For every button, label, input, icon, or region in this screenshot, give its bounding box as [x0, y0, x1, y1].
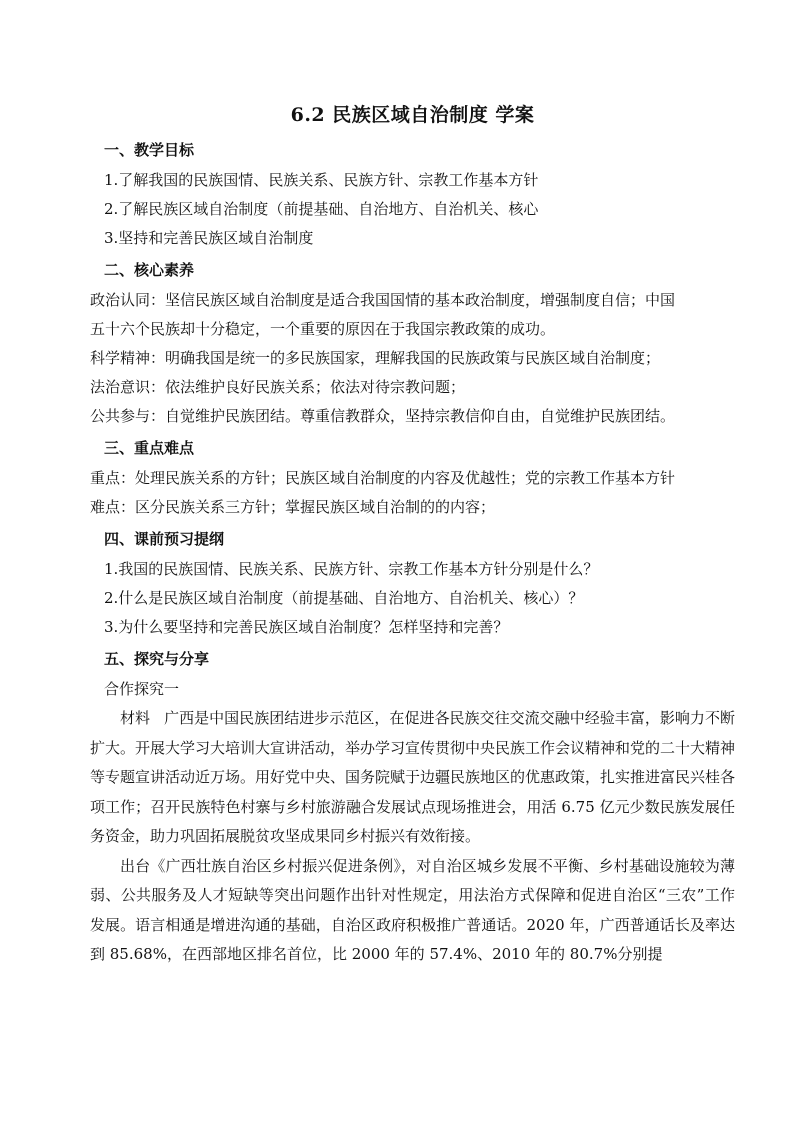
objective-item: 2.了解民族区域自治制度（前提基础、自治地方、自治机关、核心: [104, 200, 539, 218]
objective-item: 1.了解我国的民族国情、民族关系、民族方针、宗教工作基本方针: [104, 171, 539, 189]
section-heading-objectives: 一、教学目标: [104, 141, 195, 159]
material-paragraph-continued: 出台《广西壮族自治区乡村振兴促进条例》，对自治区城乡发展不平衡、乡村基础设施较为薄弱、公共服务及人才短缺等突出问题作出针对性规定，用法治方式保障和促进自治区“三农”工作发展。语言相通是增进沟通的基础，自治区政府积极推广普通话。2020 年，广西普通话长及率达到 85.68%，在西部地区排名首位，比 2000 年的 57.4%、2010 年的 80.7%分别提: [90, 856, 735, 963]
objective-item: 3.坚持和完善民族区域自治制度: [104, 229, 314, 247]
core-literacy-line: 政治认同：坚信民族区域自治制度是适合我国国情的基本政治制度，增强制度自信；中国: [90, 291, 676, 309]
key-point-line: 难点：区分民族关系三方针；掌握民族区域自治制的的内容；: [90, 498, 496, 516]
section-heading-core-literacy: 二、核心素养: [104, 261, 195, 279]
core-literacy-line: 五十六个民族却十分稳定，一个重要的原因在于我国宗教政策的成功。: [90, 320, 556, 338]
core-literacy-line: 公共参与：自觉维护民族团结。尊重信教群众，坚持宗教信仰自由，自觉维护民族团结。: [90, 407, 676, 425]
section-heading-explore-share: 五、探究与分享: [104, 650, 210, 668]
cooperative-inquiry-subheading: 合作探究一: [104, 680, 180, 698]
core-literacy-line: 法治意识：依法维护良好民族关系；依法对待宗教问题；: [90, 378, 466, 396]
section-heading-key-points: 三、重点难点: [104, 439, 195, 457]
core-literacy-line: 科学精神：明确我国是统一的多民族国家，理解我国的民族政策与民族区域自治制度；: [90, 349, 661, 367]
section-heading-preview-outline: 四、课前预习提纲: [104, 530, 225, 548]
page-title: 6.2 民族区域自治制度 学案: [290, 104, 535, 126]
material-text: 广西是中国民族团结进步示范区，在促进各民族交往交流交融中经验丰富，影响力不断扩大。开展大学习大培训大宣讲活动，举办学习宣传贯彻中央民族工作会议精神和党的二十大精神等专题宣讲活动近万场。用好党中央、国务院赋于边疆民族地区的优惠政策，扎实推进富民兴桂各项工作；召开民族特色村寨与乡村旅游融合发展试点现场推进会，用活 6.75 亿元少数民族发展任务资金，助力巩固拓展脱贫攻坚成果同乡村振兴有效衔接。: [90, 709, 736, 845]
material-label: 材料: [120, 709, 151, 727]
key-point-line: 重点：处理民族关系的方针；民族区域自治制度的内容及优越性；党的宗教工作基本方针: [90, 469, 676, 487]
material-paragraph: [90, 704, 735, 852]
preview-question: 1.我国的民族国情、民族关系、民族方针、宗教工作基本方针分别是什么？: [104, 560, 599, 578]
preview-question: 2.什么是民族区域自治制度（前提基础、自治地方、自治机关、核心）？: [104, 589, 584, 607]
preview-question: 3.为什么要坚持和完善民族区域自治制度？怎样坚持和完善？: [104, 618, 509, 636]
